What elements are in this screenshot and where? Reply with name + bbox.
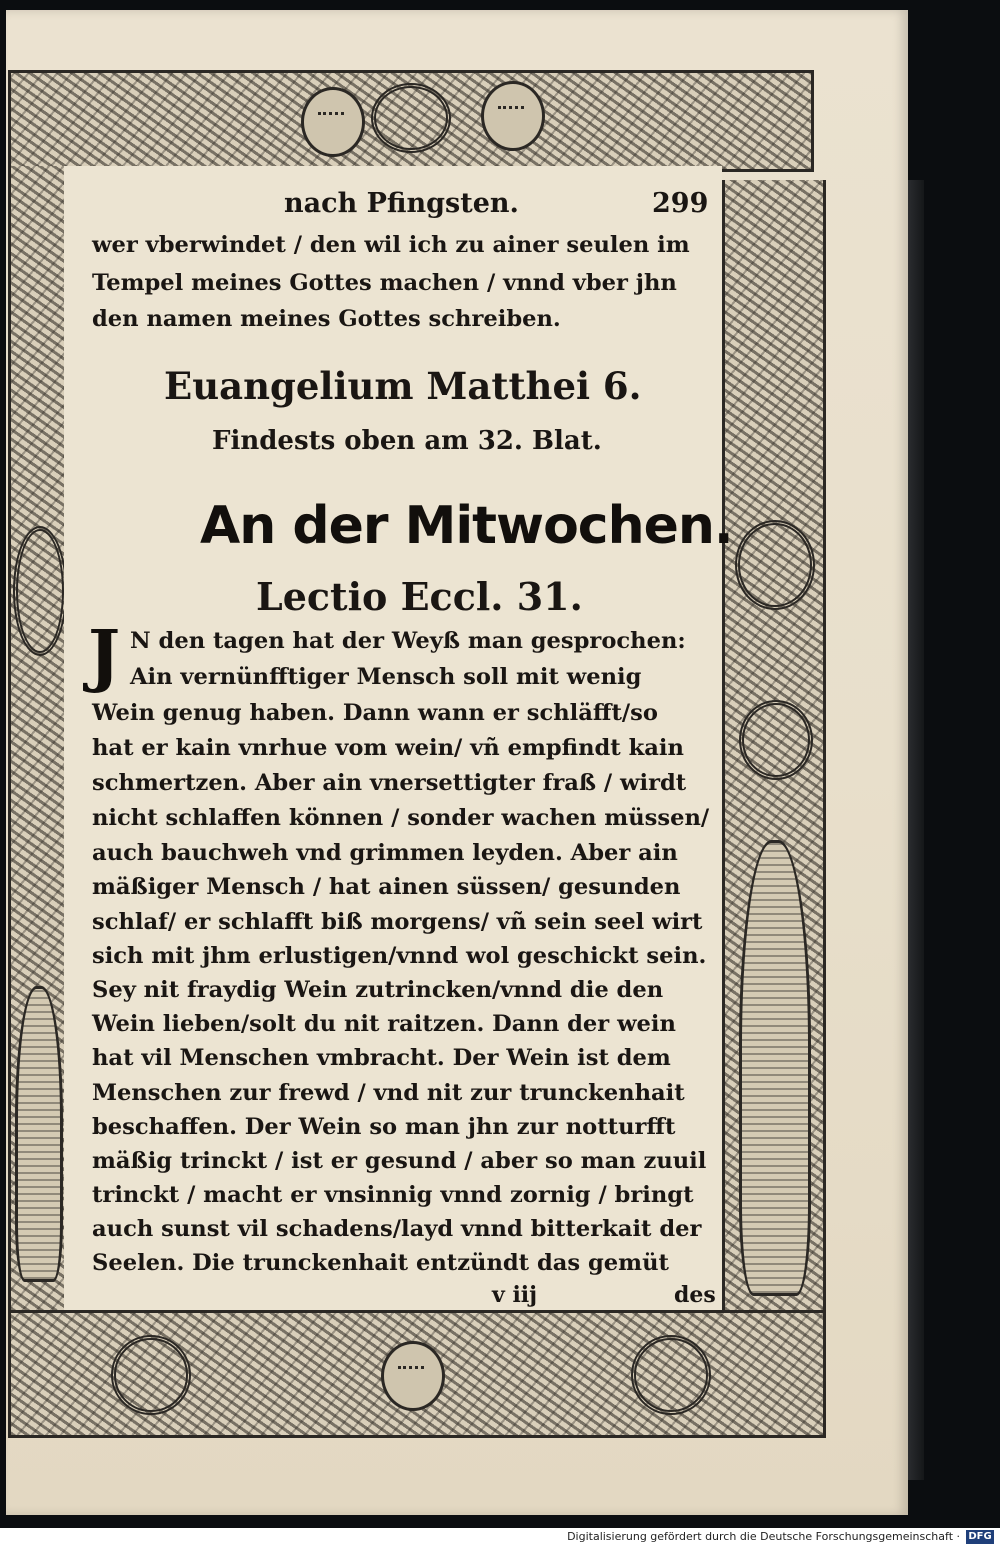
body-line: Wein genug haben. Dann wann er schläfft/so [92,700,658,726]
scroll-ornament-left [13,526,67,656]
body-line: schmertzen. Aber ain vnersettigter fraß / wirdt [92,770,687,796]
body-line: Seelen. Die trunckenhait entzündt das gemüt [92,1250,669,1276]
body-line: schlaf/ er schlafft biß morgens/ vñ sein seel wirt [92,909,703,935]
woodcut-border-left [8,166,70,1310]
face-ornament-bottom [381,1341,445,1411]
footer-bar [0,1528,1000,1548]
body-line: auch sunst vil schadens/layd vnnd bitterkait der [92,1216,702,1242]
scroll-ornament-right-1 [735,520,815,610]
face-ornament-2 [481,81,545,151]
dfg-logo[interactable]: DFG [966,1530,994,1544]
intro-line: wer vberwindet / den wil ich zu ainer seulen im [92,232,690,258]
body-line: mäßiger Mensch / hat ainen süssen/ gesunden [92,874,681,900]
body-line: Wein lieben/solt du nit raitzen. Dann der wein [92,1011,676,1037]
intro-line: Tempel meines Gottes machen / vnnd vber jhn [92,270,677,296]
body-line: trinckt / macht er vnsinnig vnnd zornig / bringt [92,1182,694,1208]
body-line: Ain vernünfftiger Mensch soll mit wenig [130,664,642,690]
funding-credit: Digitalisierung gefördert durch die Deutsche Forschungsgemeinschaft · [567,1530,960,1543]
woodcut-border-right [722,180,826,1310]
catchword: des [674,1282,716,1308]
lectio-heading: Lectio Eccl. 31. [256,574,583,619]
signature-mark: v iij [492,1282,538,1308]
woodcut-border-bottom [8,1310,826,1438]
face-ornament-1 [301,87,365,157]
scroll-ornament-right-2 [739,700,813,780]
body-line: Menschen zur frewd / vnd nit zur trunckenhait [92,1080,685,1106]
body-line: nicht schlaffen können / sonder wachen müssen/ [92,805,710,831]
body-line: auch bauchweh vnd grimmen leyden. Aber ain [92,840,678,866]
initial-letter: J [88,616,121,696]
body-line: mäßig trinckt / ist er gesund / aber so man zuuil [92,1148,707,1174]
gospel-heading: Euangelium Matthei 6. [164,364,642,408]
section-title: An der Mitwochen. [200,496,733,556]
running-head: nach Pfingsten. [284,188,519,219]
woodcut-border-top [8,70,814,172]
body-line: Sey nit fraydig Wein zutrincken/vnnd die den [92,977,664,1003]
intro-line: den namen meines Gottes schreiben. [92,306,561,332]
body-line: sich mit jhm erlustigen/vnnd wol geschickt sein. [92,943,707,969]
figure-ornament-left [15,986,63,1282]
body-line: beschaffen. Der Wein so man jhn zur notturfft [92,1114,676,1140]
ring-ornament-top [371,83,451,153]
body-line: hat vil Menschen vmbracht. Der Wein ist dem [92,1045,671,1071]
figure-ornament-right [739,840,811,1296]
body-line: N den tagen hat der Weyß man gesprochen: [130,628,686,654]
body-line: hat er kain vnrhue vom wein/ vñ empfindt kain [92,735,684,761]
cross-reference: Findests oben am 32. Blat. [212,426,602,456]
cannon-wheel-left [111,1335,191,1415]
page-edge-shadow [908,180,924,1480]
page-number: 299 [652,188,709,219]
cannon-wheel-right [631,1335,711,1415]
